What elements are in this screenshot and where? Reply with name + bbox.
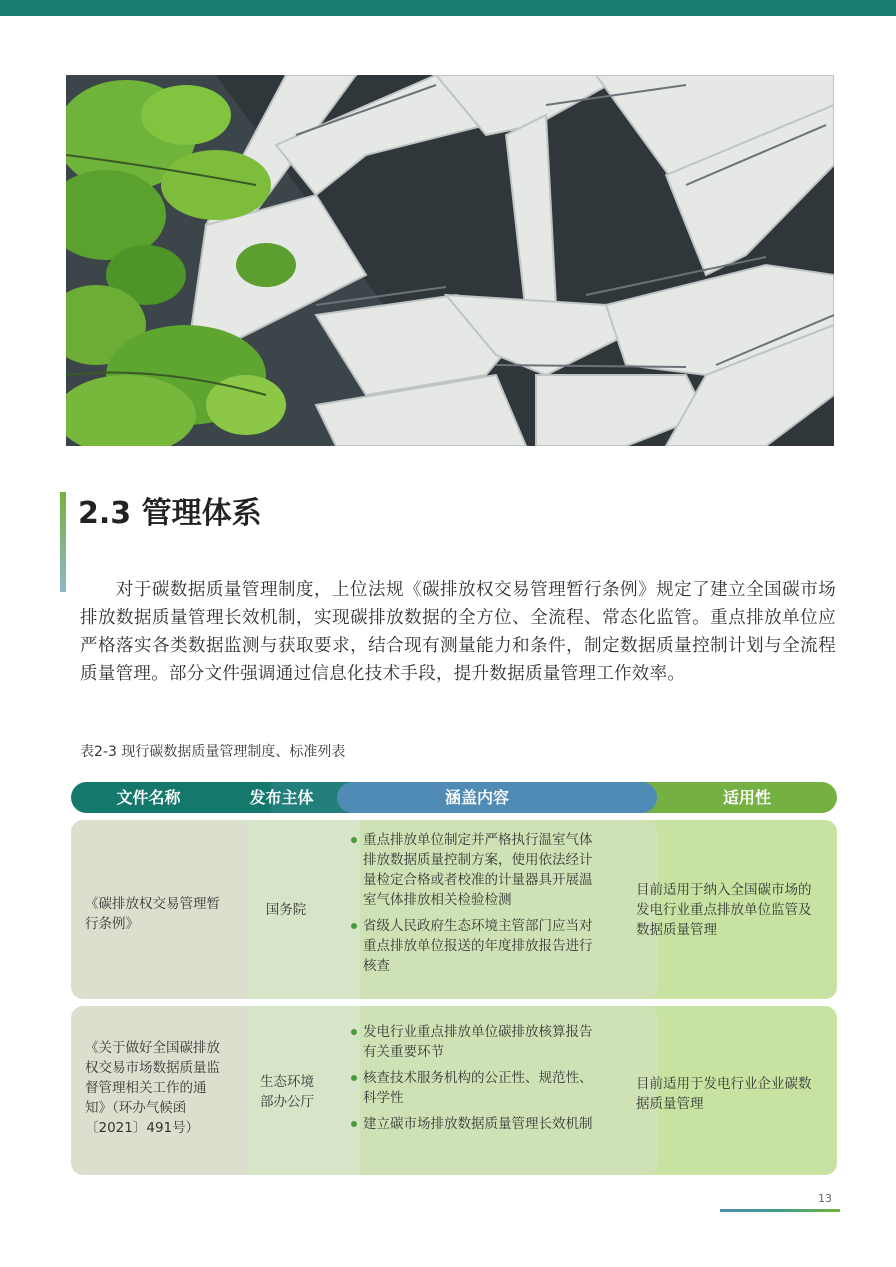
building-photo bbox=[66, 75, 834, 446]
list-item: 建立碳市场排放数据质量管理长效机制 bbox=[351, 1114, 603, 1134]
table-row bbox=[71, 820, 837, 999]
scope-text: 目前适用于纳入全国碳市场的发电行业重点排放单位监管及数据质量管理 bbox=[636, 882, 812, 938]
issuer: 生态环境部办公厅 bbox=[260, 1074, 314, 1110]
list-item: 核查技术服务机构的公正性、规范性、科学性 bbox=[351, 1068, 603, 1108]
list-item: 重点排放单位制定并严格执行温室气体排放数据质量控制方案，使用依法经计量检定合格或者校准的计量器具开展温室气体排放相关检验检测 bbox=[351, 830, 603, 910]
table-row bbox=[71, 1006, 837, 1175]
top-band bbox=[0, 0, 896, 16]
table-caption: 表2-3 现行碳数据质量管理制度、标准列表 bbox=[80, 744, 346, 760]
header-content bbox=[337, 782, 657, 813]
header-issuer-label: 发布主体 bbox=[249, 788, 314, 807]
list-item: 发电行业重点排放单位碳排放核算报告有关重要环节 bbox=[351, 1022, 603, 1062]
header-scope-label: 适用性 bbox=[722, 788, 771, 807]
scope-text: 目前适用于发电行业企业碳数据质量管理 bbox=[636, 1076, 812, 1112]
section-title: 2.3 管理体系 bbox=[78, 496, 262, 531]
list-item: 省级人民政府生态环境主管部门应当对重点排放单位报送的年度排放报告进行核查 bbox=[351, 916, 603, 976]
header-doc-name-label: 文件名称 bbox=[116, 788, 181, 807]
page-number: 13 bbox=[818, 1192, 832, 1205]
header-issuer bbox=[226, 782, 337, 813]
content-list bbox=[351, 830, 603, 982]
body-paragraph: 对于碳数据质量管理制度，上位法规《碳排放权交易管理暂行条例》规定了建立全国碳市场排放数据质量管理长效机制，实现碳排放数据的全方位、全流程、常态化监管。重点排放单位应严格落实各类数据监测与获取要求，结合现有测量能力和条件，制定数据质量控制计划与全流程质量管理。部分文件强调通过信息化技术手段，提升数据质量管理工作效率。 bbox=[80, 580, 836, 684]
page-number-underline bbox=[720, 1209, 840, 1212]
issuer: 国务院 bbox=[265, 902, 307, 918]
table-header bbox=[71, 782, 837, 813]
content-list bbox=[351, 1022, 603, 1140]
doc-name: 《碳排放权交易管理暂行条例》 bbox=[85, 896, 220, 932]
section-accent-bar bbox=[60, 492, 66, 592]
doc-name: 《关于做好全国碳排放权交易市场数据质量监督管理相关工作的通知》（环办气候函〔2021〕491号） bbox=[85, 1040, 220, 1136]
header-content-label: 涵盖内容 bbox=[444, 788, 509, 807]
